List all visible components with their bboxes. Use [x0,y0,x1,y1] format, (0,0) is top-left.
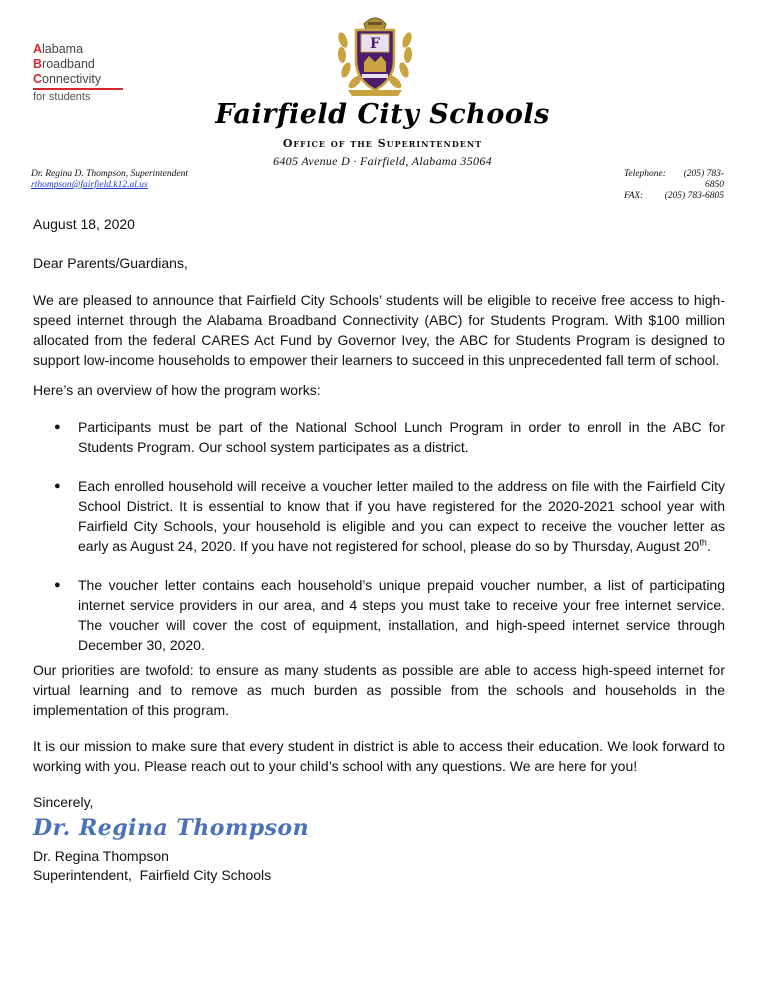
abc-logo-cap-a: A [33,42,43,56]
school-address: 6405 Avenue D · Fairfield, Alabama 35064 [273,154,492,168]
letter-date: August 18, 2020 [33,216,135,232]
fax-number: (205) 783-6805 [664,191,724,201]
fax-label: FAX: [624,191,644,201]
superintendent-line: Dr. Regina D. Thompson, Superintendent [31,169,189,179]
abc-logo [33,42,125,104]
abc-logo-cap-c: C [33,72,43,86]
ordinal-suffix: th [699,537,707,548]
abc-logo-word-3: onnectivity [42,72,102,86]
letter-closing: Sincerely, [33,794,94,810]
school-crest-icon [334,10,416,98]
telephone-label: Telephone: [624,169,666,179]
paragraph-mission: It is our mission to make sure that every student in district is able to access their education. We look forward to working with you. Please reach out to your child’s school with any questions. We are here for you! [33,738,725,774]
svg-text:F: F [370,36,380,52]
abc-logo-tagline: for students [33,91,91,103]
abc-logo-cap-b: B [33,57,43,71]
abc-logo-word-1: labama [42,42,84,56]
signer-title: Superintendent, Fairfield City Schools [33,867,272,883]
list-item [33,417,725,457]
list-item [33,476,725,556]
bullet-voucher-mail: Each enrolled household will receive a voucher letter mailed to the address on file with the Fairfield City School District. It is essential to know that if you have registered for the 2020-2021 school year with Fairfield City Schools, your household is eligible and you can expect to receive the voucher letter as early as August 24, 2020. If you have not registered for school, please do so by Thursday, August 20 [78,478,725,554]
bullet-voucher-contents: The voucher letter contains each household’s unique prepaid voucher number, a list of participating internet service providers in our area, and 4 steps you must take to receive your free internet service. The voucher will cover the cost of equipment, installation, and high-speed internet service through December 30, 2020. [78,577,725,653]
bullet-dot: ● [54,480,61,492]
contact-info [624,169,724,202]
list-item [33,575,725,655]
bullet-dot: ● [54,421,61,433]
signature: Dr. Regina Thompson [33,815,310,841]
superintendent-info [31,169,188,191]
signer-name: Dr. Regina Thompson [33,848,169,864]
paragraph-announcement: We are pleased to announce that Fairfield City Schools’ students will be eligible to receive free access to high-speed internet through the Alabama Broadband Connectivity (ABC) for Students Program. With $100 million allocated from the federal CARES Act Fund by Governor Ivey, the ABC for Students Program is designed to support low-income households to empower their learners to succeed in this unprecedented fall term of school. [33,292,725,368]
letter-salutation: Dear Parents/Guardians, [33,255,188,271]
abc-logo-rule [33,88,123,90]
bullet-eligibility: Participants must be part of the National School Lunch Program in order to enroll in the ABC for Students Program. Our school system participates as a district. [78,419,725,455]
bullet-dot: ● [54,579,61,591]
abc-logo-word-2: roadband [42,57,95,71]
school-name: Fairfield City Schools [215,99,550,130]
paragraph-overview: Here’s an overview of how the program works: [33,382,321,398]
program-bullet-list [33,417,725,655]
office-title: Office of the Superintendent [282,137,483,150]
bullet-voucher-mail-end: . [706,538,711,554]
paragraph-priorities: Our priorities are twofold: to ensure as many students as possible are able to access high-speed internet for virtual learning and to remove as much burden as possible from the schools and households in the implementation of this program. [33,662,725,718]
telephone-number: (205) 783-6850 [683,169,724,190]
email-link[interactable]: rthompson@fairfield.k12.al.us [31,180,148,190]
